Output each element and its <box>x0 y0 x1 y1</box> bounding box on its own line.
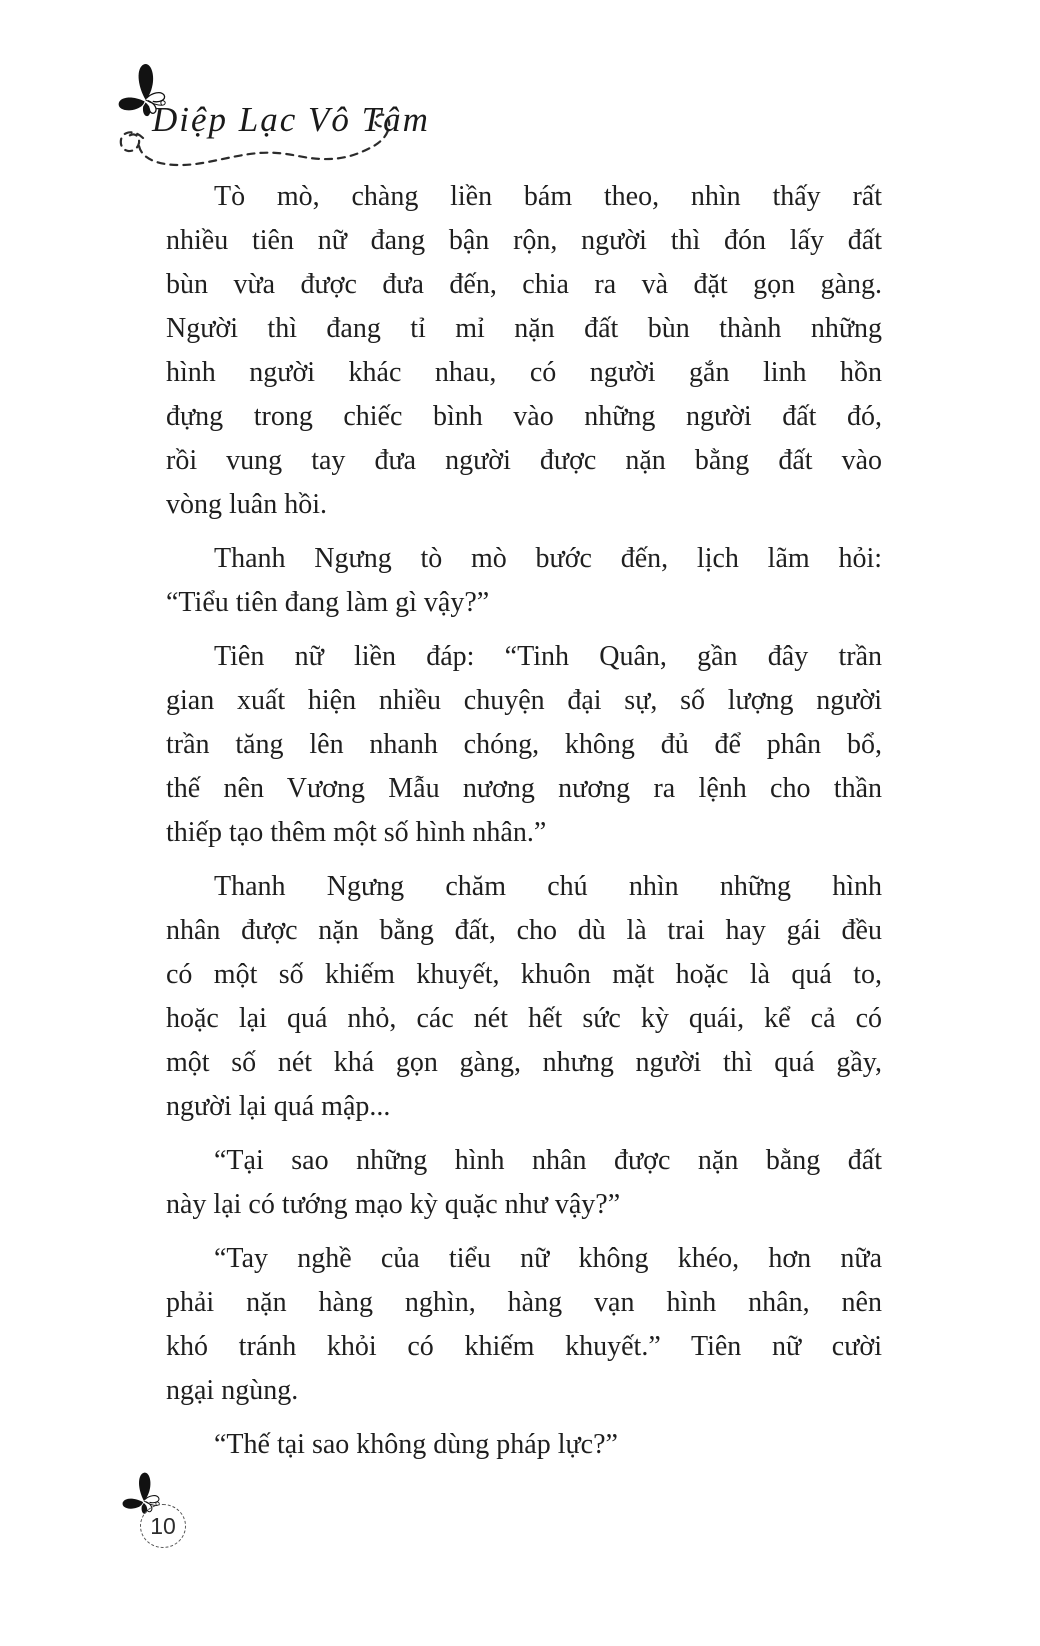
text-line: bùn vừa được đưa đến, chia ra và đặt gọn gàng. <box>166 269 882 300</box>
text-line: phải nặn hàng nghìn, hàng vạn hình nhân, nên <box>166 1287 882 1318</box>
header-ornament <box>0 0 520 200</box>
text-line: thế nên Vương Mẫu nương nương ra lệnh cho thần <box>166 773 882 804</box>
text-line: khó tránh khỏi có khiếm khuyết.” Tiên nữ cười <box>166 1331 882 1362</box>
text-line: nhân được nặn bằng đất, cho dù là trai hay gái đều <box>166 915 882 946</box>
text-line: một số nét khá gọn gàng, nhưng người thì quá gầy, <box>166 1047 882 1078</box>
text-line: trần tăng lên nhanh chóng, không đủ để phân bổ, <box>166 729 882 760</box>
text-line: thiếp tạo thêm một số hình nhân.” <box>166 817 547 848</box>
paragraph-6 <box>166 1237 882 1413</box>
text-line: Người thì đang tỉ mỉ nặn đất bùn thành những <box>166 313 882 344</box>
text-line: đựng trong chiếc bình vào những người đất đó, <box>166 401 882 432</box>
text-line: Thanh Ngưng tò mò bước đến, lịch lãm hỏi: <box>214 543 882 574</box>
text-line: có một số khiếm khuyết, khuôn mặt hoặc là quá to, <box>166 959 882 990</box>
author-title: Diệp Lạc Vô Tâm <box>152 100 430 139</box>
text-body <box>166 175 882 1467</box>
paragraph-7 <box>166 1423 882 1467</box>
text-line: gian xuất hiện nhiều chuyện đại sự, số lượng người <box>166 685 882 716</box>
text-line: hoặc lại quá nhỏ, các nét hết sức kỳ quái, kể cả có <box>166 1003 882 1034</box>
paragraph-1 <box>166 175 882 527</box>
paragraph-4 <box>166 865 882 1129</box>
text-line: người lại quá mập... <box>166 1091 391 1122</box>
paragraph-2 <box>166 537 882 625</box>
text-line: vòng luân hồi. <box>166 489 327 520</box>
page-number: 10 <box>150 1512 176 1539</box>
text-line: hình người khác nhau, có người gắn linh hồn <box>166 357 882 388</box>
paragraph-5 <box>166 1139 882 1227</box>
text-line: “Tiểu tiên đang làm gì vậy?” <box>166 587 490 618</box>
paragraph-3 <box>166 635 882 855</box>
text-line: Tò mò, chàng liền bám theo, nhìn thấy rất <box>214 181 882 212</box>
text-line: Tiên nữ liền đáp: “Tinh Quân, gần đây trần <box>214 641 882 672</box>
text-line: “Thế tại sao không dùng pháp lực?” <box>214 1429 618 1460</box>
text-line: rồi vung tay đưa người được nặn bằng đất vào <box>166 445 882 476</box>
page-number-badge <box>140 1504 186 1548</box>
text-line: “Tại sao những hình nhân được nặn bằng đất <box>214 1145 882 1176</box>
text-line: ngại ngùng. <box>166 1375 299 1406</box>
text-line: này lại có tướng mạo kỳ quặc như vậy?” <box>166 1189 621 1220</box>
text-line: nhiều tiên nữ đang bận rộn, người thì đón lấy đất <box>166 225 882 256</box>
text-line: Thanh Ngưng chăm chú nhìn những hình <box>214 871 882 902</box>
text-line: “Tay nghề của tiểu nữ không khéo, hơn nữa <box>214 1243 882 1274</box>
